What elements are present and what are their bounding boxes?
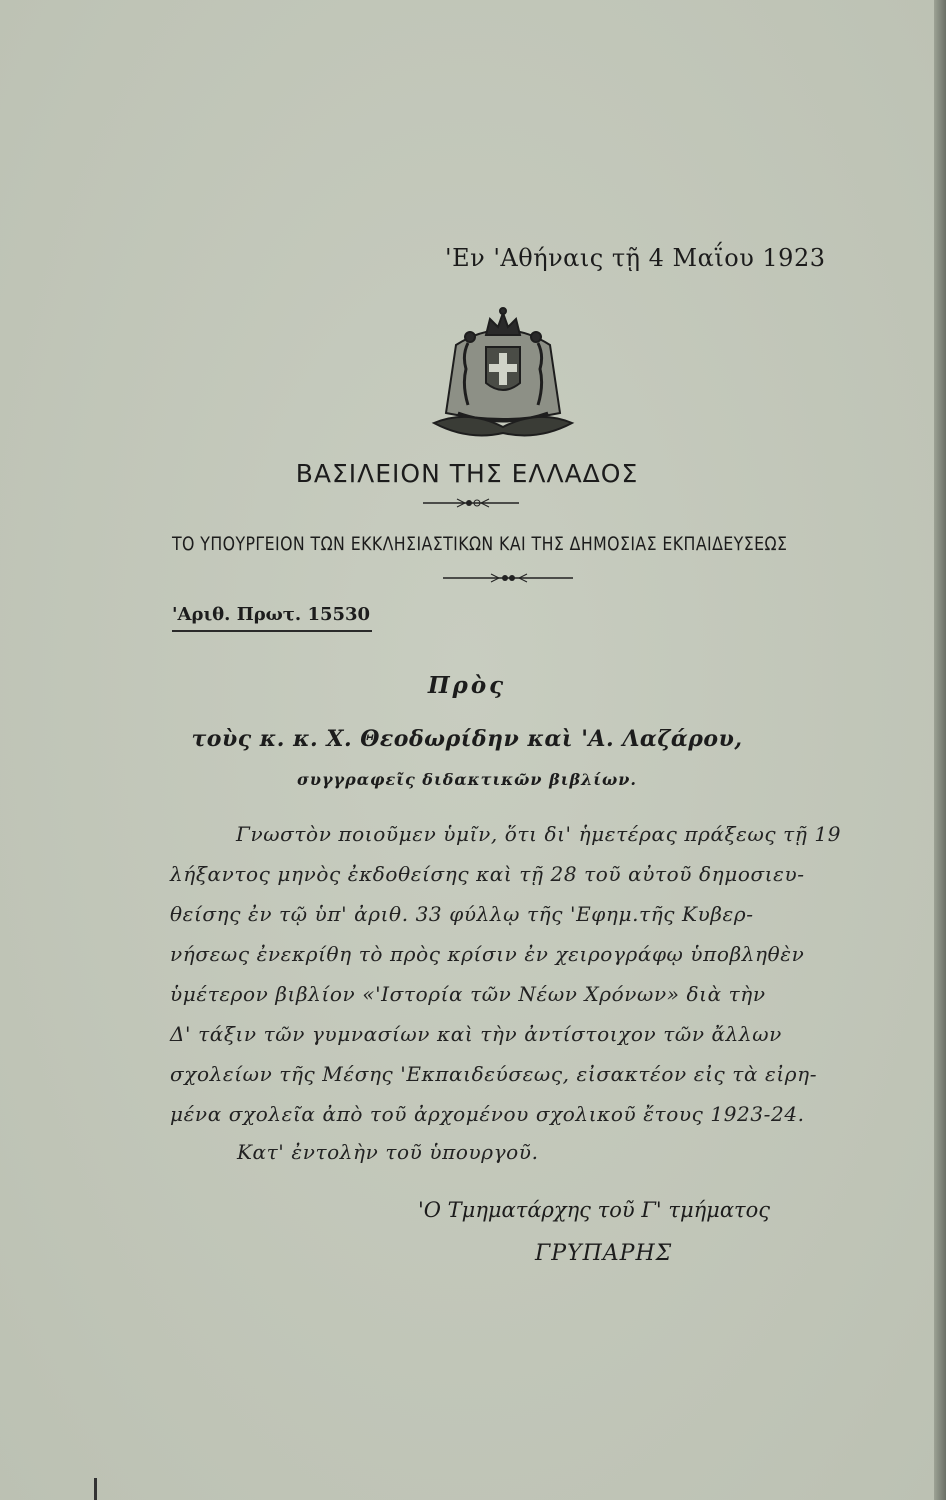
coat-of-arms-icon [428, 305, 578, 443]
body-line: σχολείων τῆς Μέσης 'Εκπαιδεύσεως, εἰσακτέον εἰς τὰ εἰρη- [170, 1062, 818, 1086]
ministry-heading: ΤΟ ΥΠΟΥΡΓΕΙΟΝ ΤΩΝ ΕΚΚΛΗΣΙΑΣΤΙΚΩΝ ΚΑΙ ΤΗΣ ΔΗΜΟΣΙΑΣ ΕΚΠΑΙΔΕΥΣΕΩΣ [172, 533, 788, 555]
binding-edge [934, 0, 946, 1500]
body-line: μένα σχολεῖα ἀπὸ τοῦ ἀρχομένου σχολικοῦ ἔτους 1923-24. [170, 1102, 805, 1126]
addressee-label: Πρὸς [427, 672, 507, 699]
protocol-number: 'Αριθ. Πρωτ. 15530 [172, 604, 371, 625]
ornament-divider-icon [441, 572, 575, 584]
body-line: Γνωστὸν ποιοῦμεν ὑμῖν, ὅτι δι' ἡμετέρας πράξεως τῇ 19 [236, 822, 842, 846]
body-line: Δ' τάξιν τῶν γυμνασίων καὶ τὴν ἀντίστοιχον τῶν ἄλλων [170, 1022, 782, 1046]
protocol-underline [172, 630, 372, 632]
body-line: θείσης ἐν τῷ ὑπ' ἀριθ. 33 φύλλῳ τῆς 'Εφημ.τῆς Κυβερ- [170, 902, 754, 926]
margin-mark [94, 1478, 97, 1500]
body-line: νήσεως ἐνεκρίθη τὸ πρὸς κρίσιν ἐν χειρογράφῳ ὑποβληθὲν [170, 942, 805, 966]
ornament-divider-icon [421, 497, 521, 509]
signatory-title: 'Ο Τμηματάρχης τοῦ Γ' τμήματος [418, 1198, 771, 1222]
kingdom-heading: ΒΑΣΙΛΕΙΟΝ ΤΗΣ ΕΛΛΑΔΟΣ [295, 459, 639, 488]
dateline: 'Εν 'Αθήναις τῇ 4 Μαΐου 1923 [445, 244, 826, 272]
body-line: Κατ' ἐντολὴν τοῦ ὑπουργοῦ. [237, 1140, 539, 1164]
body-line: λήξαντος μηνὸς ἐκδοθείσης καὶ τῇ 28 τοῦ αὐτοῦ δημοσιευ- [170, 862, 805, 886]
signatory-name: ΓΡΥΠΑΡΗΣ [535, 1241, 673, 1266]
recipients-role: συγγραφεῖς διδακτικῶν βιβλίων. [297, 770, 637, 789]
recipients: τοὺς κ. κ. Χ. Θεοδωρίδην καὶ 'Α. Λαζάρου, [191, 726, 743, 752]
body-line: ὑμέτερον βιβλίον «'Ιστορία τῶν Νέων Χρόνων» διὰ τὴν [170, 982, 766, 1006]
